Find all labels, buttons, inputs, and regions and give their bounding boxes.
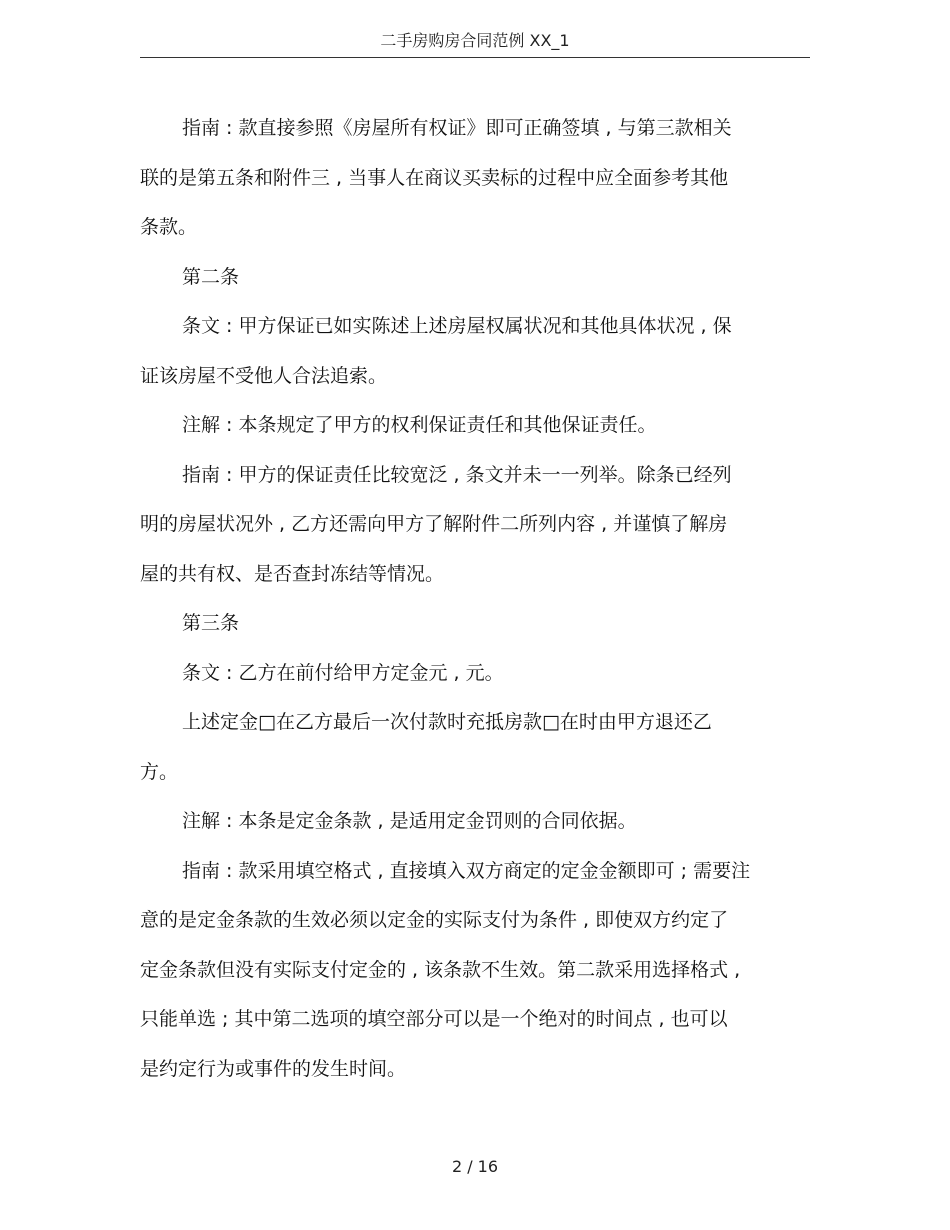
- text-line: 指南 : 款采用填空格式 , 直接填入双方商定的定金金额即可 ; 需要注: [182, 859, 751, 882]
- text-line: 意的是定金条款的生效必须以定金的实际支付为条件 , 即使双方约定了: [140, 909, 729, 931]
- text-line: 方。: [140, 760, 179, 783]
- text-line: 屋的共有权、是否查封冻结等情况。: [140, 562, 445, 585]
- page-number: 2 / 16: [451, 1157, 499, 1176]
- text-line: 条文 : 乙方在前付给甲方定金元 , 元。: [182, 661, 504, 684]
- text-line: 注解 : 本条是定金条款 , 是适用定金罚则的合同依据。: [182, 810, 637, 832]
- document-body: [140, 112, 810, 1102]
- section-heading: 第三条: [182, 612, 240, 634]
- text-line: 上述定金□在乙方最后一次付款时充抵房款□在时由甲方退还乙: [182, 711, 712, 733]
- header-divider: [140, 57, 810, 58]
- text-line: 条文 : 甲方保证已如实陈述上述房屋权属状况和其他具体状况 , 保: [182, 315, 732, 337]
- text-line: 明的房屋状况外 , 乙方还需向甲方了解附件二所列内容 , 并谨慎了解房: [140, 513, 728, 535]
- text-line: 指南 : 甲方的保证责任比较宽泛 , 条文并未一一列举。除条已经列: [182, 463, 732, 486]
- text-line: 注解 : 本条规定了甲方的权利保证责任和其他保证责任。: [182, 414, 657, 436]
- text-line: 指南 : 款直接参照《房屋所有权证》即可正确签填 , 与第三款相关: [182, 117, 732, 139]
- text-line: 只能单选 ; 其中第二选项的填空部分可以是一个绝对的时间点 , 也可以: [140, 1008, 728, 1030]
- text-line: 定金条款但没有实际支付定金的 , 该条款不生效。第二款采用选择格式 ,: [140, 958, 741, 981]
- text-line: 证该房屋不受他人合法追索。: [140, 364, 388, 387]
- section-heading: 第二条: [182, 265, 240, 288]
- text-line: 联的是第五条和附件三 , 当事人在商议买卖标的过程中应全面参考其他: [140, 166, 729, 189]
- page-header: 二手房购房合同范例 XX_1: [380, 31, 570, 50]
- text-line: 是约定行为或事件的发生时间。: [140, 1057, 407, 1080]
- text-line: 条款。: [140, 216, 198, 238]
